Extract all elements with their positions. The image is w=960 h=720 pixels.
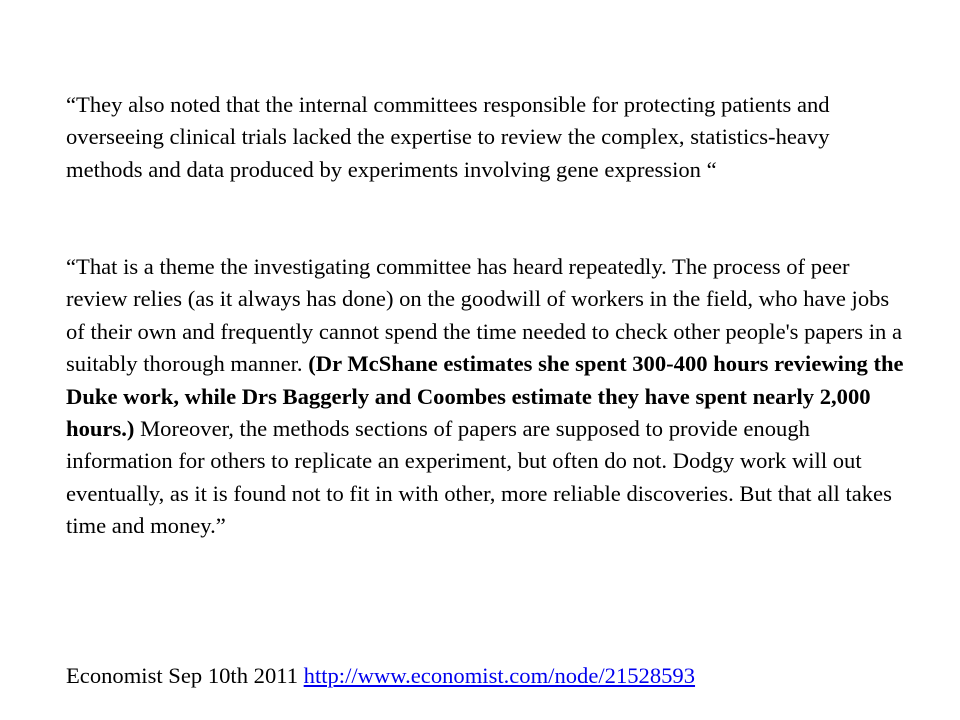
citation-link[interactable]: http://www.economist.com/node/21528593 <box>303 663 696 688</box>
quote-paragraph-1 <box>66 89 906 186</box>
quote-1-text: “They also noted that the internal committees responsible for protecting patients and overseeing clinical trials lacked the expertise to review the complex, statistics-heavy methods and data produced by experiments involving gene expression “ <box>66 92 830 182</box>
citation-source: Economist Sep 10th 2011 <box>66 663 304 688</box>
quote-2-text-start: “That is a theme the investigating committee has heard repeatedly. The process of peer review relies (as it always has done) on the goodwill of workers in the field, who have jobs of their own and frequently cannot spend the time needed to check other people's papers in a suitably thorough manner. <box>66 254 902 377</box>
citation <box>66 660 695 692</box>
quote-paragraph-2 <box>66 251 906 543</box>
quote-2-text-end: Moreover, the methods sections of papers are supposed to provide enough information for others to replicate an experiment, but often do not. Dodgy work will out eventually, as it is found not to fit in with other, more reliable discoveries. But that all takes time and money.” <box>66 416 892 539</box>
quote-2-bold-text: (Dr McShane estimates she spent 300-400 hours reviewing the Duke work, while Drs Baggerly and Coombes estimate they have spent nearly 2,000 hours.) <box>66 351 904 442</box>
